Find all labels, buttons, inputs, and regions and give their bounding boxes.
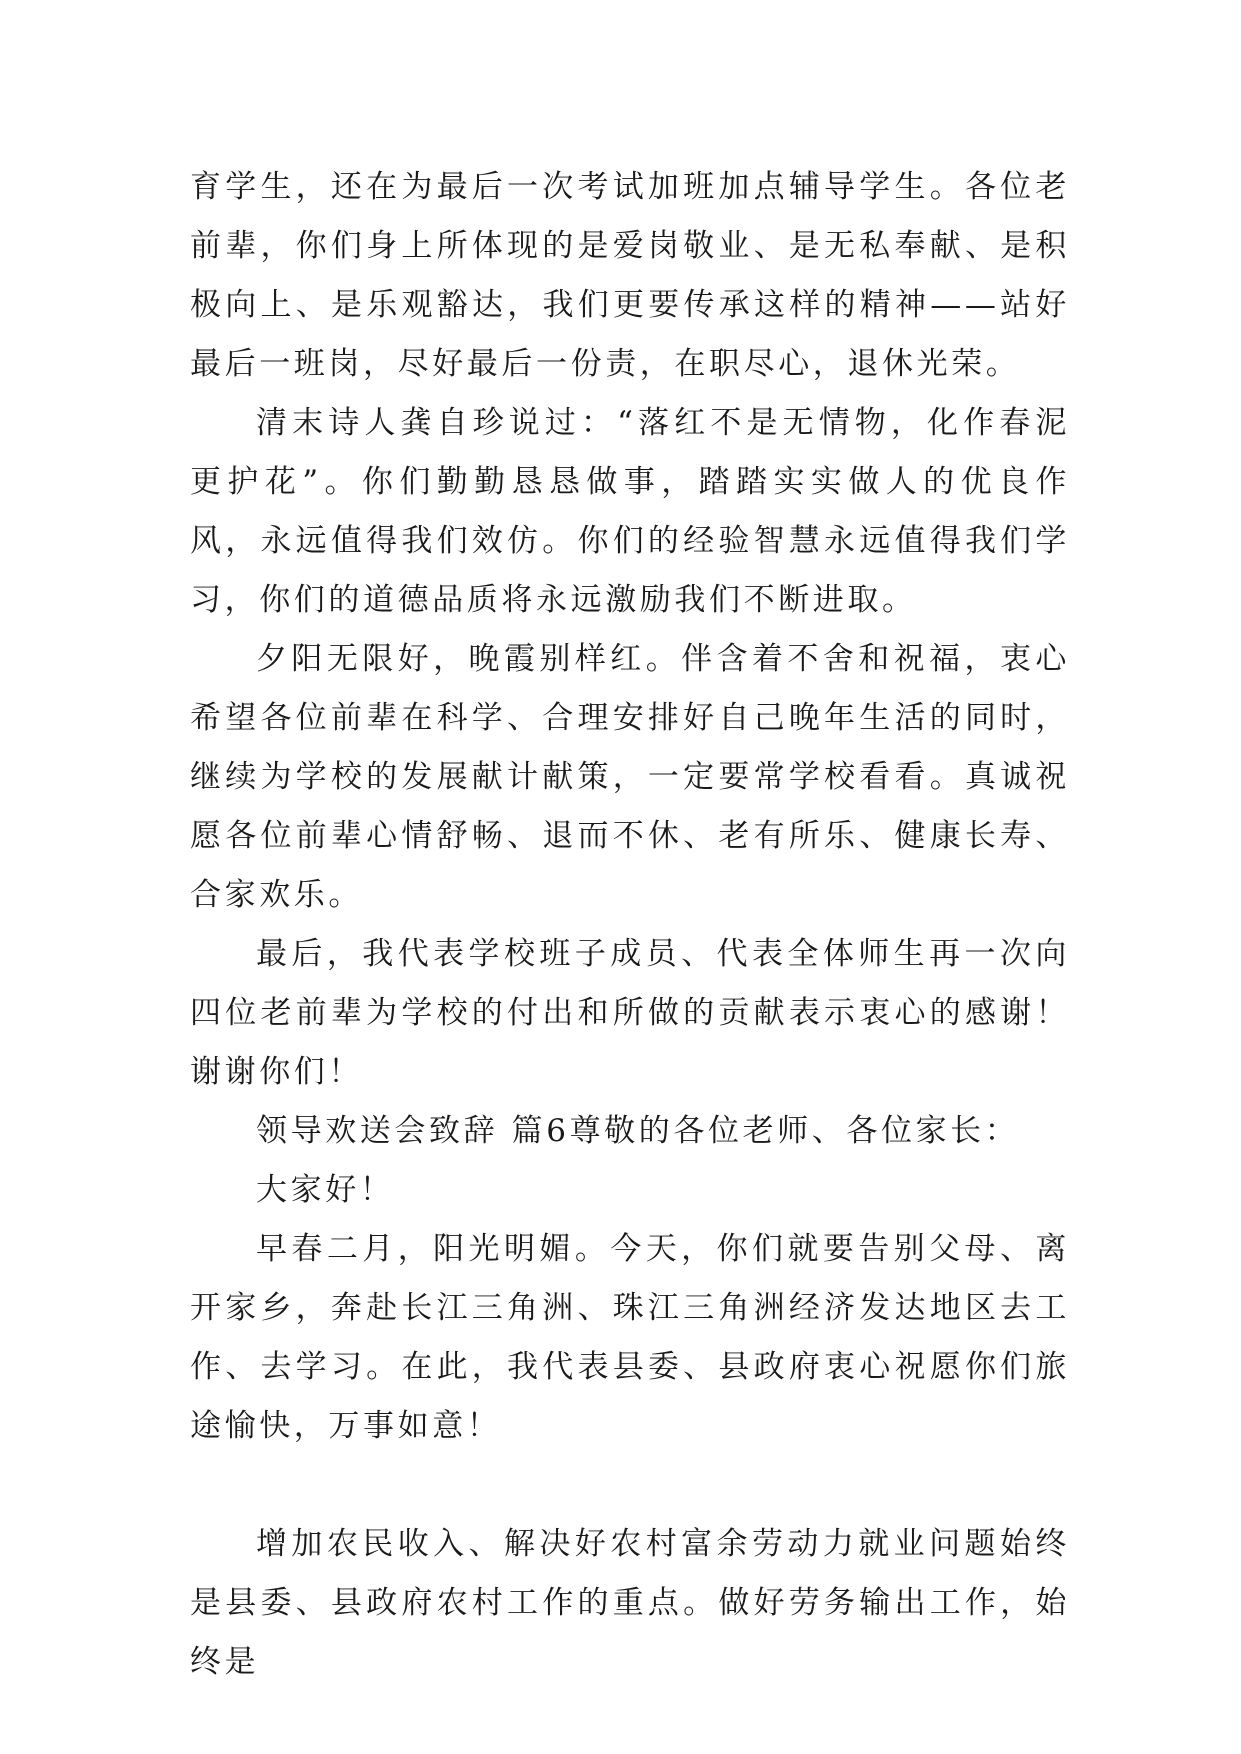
paragraph-gap (190, 1456, 1070, 1515)
paragraph-4: 最后，我代表学校班子成员、代表全体师生再一次向四位老前辈为学校的付出和所做的贡献表示衷心的感谢！谢谢你们！ (190, 936, 1070, 1090)
paragraph-8: 增加农民收入、解决好农村富余劳动力就业问题始终是县委、县政府农村工作的重点。做好劳务输出工作，始终是 (190, 1526, 1070, 1680)
paragraph-5-heading: 领导欢送会致辞 篇6尊敬的各位老师、各位家长： (256, 1113, 1020, 1149)
document-body (190, 158, 1070, 1692)
paragraph-1: 育学生，还在为最后一次考试加班加点辅导学生。各位老前辈，你们身上所体现的是爱岗敬业、是无私奉献、是积极向上、是乐观豁达，我们更要传承这样的精神——站好最后一班岗，尽好最后一份责，在职尽心，退休光荣。 (190, 169, 1070, 382)
paragraph-2: 清末诗人龚自珍说过：“落红不是无情物，化作春泥更护花”。你们勤勤恳恳做事，踏踏实实做人的优良作风，永远值得我们效仿。你们的经验智慧永远值得我们学习，你们的道德品质将永远激励我们不断进取。 (190, 405, 1070, 618)
paragraph-3: 夕阳无限好，晚霞别样红。伴含着不舍和祝福，衷心希望各位前辈在科学、合理安排好自己晚年生活的同时，继续为学校的发展献计献策，一定要常学校看看。真诚祝愿各位前辈心情舒畅、退而不休、老有所乐、健康长寿、合家欢乐。 (190, 641, 1070, 913)
paragraph-6-greeting: 大家好！ (256, 1172, 395, 1208)
paragraph-7: 早春二月，阳光明媚。今天，你们就要告别父母、离开家乡，奔赴长江三角洲、珠江三角洲经济发达地区去工作、去学习。在此，我代表县委、县政府衷心祝愿你们旅途愉快，万事如意！ (190, 1231, 1070, 1444)
